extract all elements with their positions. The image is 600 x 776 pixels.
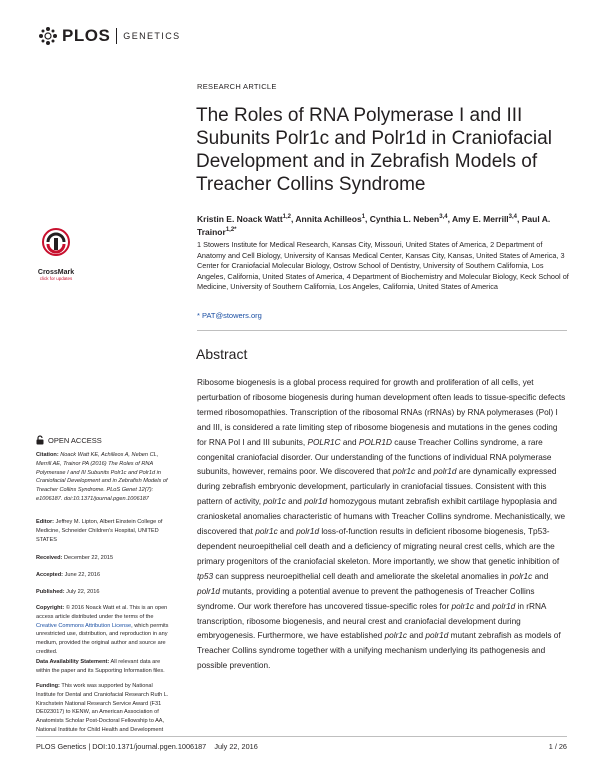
editor <box>36 518 171 544</box>
copyright <box>36 604 171 657</box>
received-label: Received: <box>36 555 63 561</box>
published-label: Published: <box>36 589 65 595</box>
page-number: 1 / 26 <box>548 742 567 751</box>
open-access-badge <box>36 435 102 445</box>
gene-name: tp53 <box>197 571 214 581</box>
gene-name: polr1d <box>425 631 449 641</box>
footer-citation: PLOS Genetics | DOI:10.1371/journal.pgen.1006187 July 22, 2016 <box>36 742 258 751</box>
gene-name: polr1c <box>255 527 278 537</box>
gene-name: POLR1C <box>307 437 341 447</box>
gene-name: POLR1D <box>358 437 392 447</box>
author-name: Kristin E. Noack Watt$^{1,2}$ <box>197 213 291 224</box>
footer-divider <box>36 736 567 737</box>
funding <box>36 682 171 734</box>
author-name: Cynthia L. Neben$^{3,4}$ <box>369 213 448 224</box>
crossmark-badge[interactable] <box>36 228 76 281</box>
abstract-heading: Abstract <box>196 346 248 362</box>
plos-flower-icon <box>38 26 58 46</box>
gene-name: polr1c <box>509 571 533 581</box>
editor-label: Editor: <box>36 519 55 525</box>
divider <box>197 330 567 331</box>
citation-text: Noack Watt KE, Achilleos A, Neben CL, Merrill AE, Trainor PA (2016) The Roles of RNA Polymerase I and III Subunits Polr1c and Polr1d in Craniofacial Development and in Zebrafish Models of Treacher Collins Syndrome. PLoS Genet 12(7): e1006187. doi:10.1371/journal.pgen.1006187 <box>36 452 168 502</box>
logo-word: PLOS <box>62 26 111 45</box>
data-availability <box>36 658 171 676</box>
author-name: Annita Achilleos$^1$ <box>295 213 366 224</box>
author-name: Paul A. Trainor$^{1,2*}$ <box>197 213 551 238</box>
published <box>36 588 171 597</box>
author-affiliation-marker: 1 <box>361 214 366 220</box>
copyright-text-end: , which permits unrestricted use, distribution, and reproduction in any medium, provided the original author and source are credited. <box>36 622 169 655</box>
journal-logo <box>38 26 181 46</box>
logo-divider <box>116 28 117 44</box>
gene-name: polr1c <box>263 497 286 507</box>
copyright-text: © 2016 Noack Watt et al. This is an open access article distributed under the terms of the <box>36 605 168 620</box>
author-name: Amy E. Merrill$^{3,4}$ <box>451 213 518 224</box>
citation-label: Citation: <box>36 452 59 458</box>
gene-name: polr1d <box>197 586 220 596</box>
gene-name: polr1c <box>384 631 408 641</box>
crossmark-sub: click for updates <box>39 276 73 281</box>
gene-name: polr1c <box>392 467 416 477</box>
gene-name: polr1d <box>433 467 457 477</box>
author-affiliation-marker: 1,2 <box>282 214 291 220</box>
journal-name: GENETICS <box>123 31 181 41</box>
author-affiliation-marker: 3,4 <box>508 214 518 220</box>
crossmark-icon <box>42 228 70 262</box>
funding-text: This work was supported by National Institute for Dental and Craniofacial Research Ruth L. Kirschstein National Research Service Award (F31 DE023017) to KENW, an American Association of Anatomists Scholar Post-Doctoral Fellowship to AA, National Institute for Child Health and Development <box>36 683 169 733</box>
gene-name: polr1d <box>296 527 320 537</box>
email-link[interactable]: * PAT@stowers.org <box>197 311 262 320</box>
open-lock-icon <box>36 435 44 445</box>
article-title: The Roles of RNA Polymerase I and III Subunits Polr1c and Polr1d in Craniofacial Development and in Zebrafish Models of Treacher Collins Syndrome <box>196 105 552 195</box>
data-availability-label: Data Availability Statement: <box>36 659 110 665</box>
corresponding-email <box>197 311 262 320</box>
open-access-label: OPEN ACCESS <box>48 435 102 445</box>
crossmark-label: CrossMark <box>37 269 75 276</box>
funding-label: Funding: <box>36 683 60 689</box>
accepted <box>36 571 171 580</box>
accepted-date: June 22, 2016 <box>64 572 101 578</box>
gene-name: polr1d <box>304 497 328 507</box>
abstract-text: Ribosome biogenesis is a global process required for growth and proliferation of all cells, yet perturbation of ribosome biogenesis during human development often leads to tissue-specific defects termed ribosomopathies. Transcription of the ribosomal RNAs (rRNAs) by RNA polymerases (Pol) I and III, is considered a rate limiting step of ribosome biogenesis and mutations in the genes coding for RNA Pol I and III subunits, POLR1C and POLR1D cause Treacher Collins syndrome, a rare congenital craniofacial disorder. Our understanding of the functions of individual RNA polymerase subunits, however, remains poor. We discovered that polr1c and polr1d are dynamically expressed during zebrafish embryonic development, particularly in craniofacial tissues. Consistent with this pattern of activity, polr1c and polr1d homozygous mutant zebrafish exhibit cartilage hypoplasia and craniosketal anomalies characteristic of humans with Treacher Collins syndrome. Mechanistically, we discovered that polr1c and polr1d loss-of-function results in deficient ribosome biogenesis, Tp53-dependent neuroepithelial cell death and a deficiency of migrating neural crest cells, which are the primary progenitors of the craniofacial skeleton. More importantly, we show that genetic inhibition of tp53 can suppress neuroepithelial cell death and ameliorate the skeletal anomalies in polr1c and polr1d mutants, providing a potential avenue to prevent the pathogenesis of Treacher Collins syndrome. Our work therefore has uncovered tissue-specific roles for polr1c and polr1d in rRNA transcription, ribosome biogenesis, and neural crest and craniofacial development during embryogenesis. Furthermore, we have established polr1c and polr1d mutant zebrafish as models of Treacher Collins syndrome together with a unifying mechanism underlying its pathogenesis and possible prevention. <box>197 378 566 671</box>
author-list: Kristin E. Noack Watt$^{1,2}$, Annita Achilleos$^1$, Cynthia L. Neben$^{3,4}$, Amy E. Merrill$^{3,4}$, Paul A. Trainor$^{1,2*}$ <box>197 213 551 238</box>
gene-name: polr1d <box>492 601 516 611</box>
gene-name: polr1c <box>451 601 474 611</box>
received <box>36 554 171 563</box>
author-affiliation-marker: 1,2* <box>225 227 237 234</box>
copyright-label: Copyright: <box>36 605 65 611</box>
accepted-label: Accepted: <box>36 572 64 578</box>
affiliations: 1 Stowers Institute for Medical Research, Kansas City, Missouri, United States of America, 2 Department of Anatomy and Cell Biology, University of Kansas Medical Center, Kansas City, Kansas, United States of America, 3 Center for Craniofacial Molecular Biology, Ostrow School of Dentistry, University of Southern California, Los Angeles, California, United States of America, 4 Department of Biochemistry and Molecular Biology, Keck School of Medicine, University of Southern California, Los Angeles, California, United States of America <box>197 240 569 292</box>
editor-text: Jeffrey M. Lipton, Albert Einstein College of Medicine, Schneider Children's Hospital, UNITED STATES <box>36 519 163 543</box>
data-availability-text: All relevant data are within the paper and its Supporting Information files. <box>36 659 165 674</box>
article-type: RESEARCH ARTICLE <box>197 82 277 91</box>
published-date: July 22, 2016 <box>66 589 100 595</box>
citation <box>36 451 171 504</box>
author-affiliation-marker: 3,4 <box>439 214 448 220</box>
license-link[interactable]: Creative Commons Attribution License <box>36 622 132 629</box>
received-date: December 22, 2015 <box>64 555 114 561</box>
